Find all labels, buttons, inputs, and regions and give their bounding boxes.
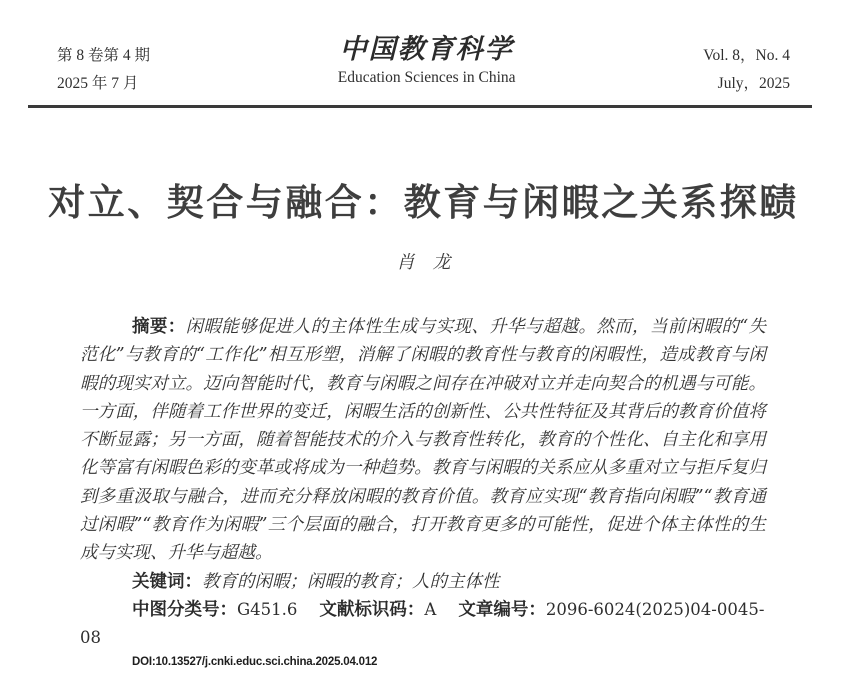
article-front-matter xyxy=(80,313,766,671)
keywords-text: 教育的闲暇；闲暇的教育；人的主体性 xyxy=(202,571,500,592)
abstract-paragraph xyxy=(80,313,766,568)
journal-title-calligraphy: 中国教育科学 xyxy=(339,34,514,65)
header-divider-rule xyxy=(28,105,812,108)
doi-line: DOI:10.13527/j.cnki.educ.sci.china.2025.04.012 xyxy=(132,655,378,668)
issue-date-cn: 2025 年 7 月 xyxy=(57,75,139,92)
article-title: 对立、契合与融合：教育与闲暇之关系探赜 xyxy=(48,182,799,223)
journal-header xyxy=(57,34,790,98)
clc-label: 中图分类号： xyxy=(132,599,237,620)
header-issue-info-cn xyxy=(57,42,150,98)
abstract-label: 摘要： xyxy=(132,317,186,337)
keywords-line xyxy=(80,568,766,596)
article-id-value: 2096-6024(2025)04-0045-08 xyxy=(80,599,765,648)
header-issue-info-en xyxy=(703,42,790,98)
journal-title-english: Education Sciences in China xyxy=(337,69,516,86)
journal-masthead xyxy=(338,35,516,89)
clc-value: G451.6 xyxy=(237,599,298,619)
keywords-label: 关键词： xyxy=(132,571,202,592)
abstract-text: 闲暇能够促进人的主体性生成与实现、升华与超越。然而，当前闲暇的“失范化”与教育的“工作化”相互形塑，消解了闲暇的教育性与教育的闲暇性，造成教育与闲暇的现实对立。迈向智能时代，教育与闲暇之间存在冲破对立并走向契合的机遇与可能。一方面，伴随着工作世界的变迁，闲暇生活的创新性、公共性特征及其背后的教育价值将不断显露；另一方面，随着智能技术的介入与教育性转化，教育的个性化、自主化和享用化等富有闲暇色彩的变革或将成为一种趋势。教育与闲暇的关系应从多重对立与拒斥复归到多重汲取与融合，进而充分释放闲暇的教育价值。教育应实现“教育指向闲暇”“教育通过闲暇”“教育作为闲暇”三个层面的融合，打开教育更多的可能性，促进个体主体性的生成与实现、升华与超越。 xyxy=(80,317,766,564)
doc-code-value: A xyxy=(424,599,437,619)
article-author: 肖 龙 xyxy=(396,252,451,273)
doc-code-label: 文献标识码： xyxy=(319,599,425,620)
issue-number-cn: 第 8 卷第 4 期 xyxy=(57,47,151,64)
article-id-label: 文章编号： xyxy=(458,599,546,620)
issue-date-en: July，2025 xyxy=(717,75,790,92)
classification-line xyxy=(80,596,766,653)
issue-number-en: Vol. 8，No. 4 xyxy=(703,47,790,64)
